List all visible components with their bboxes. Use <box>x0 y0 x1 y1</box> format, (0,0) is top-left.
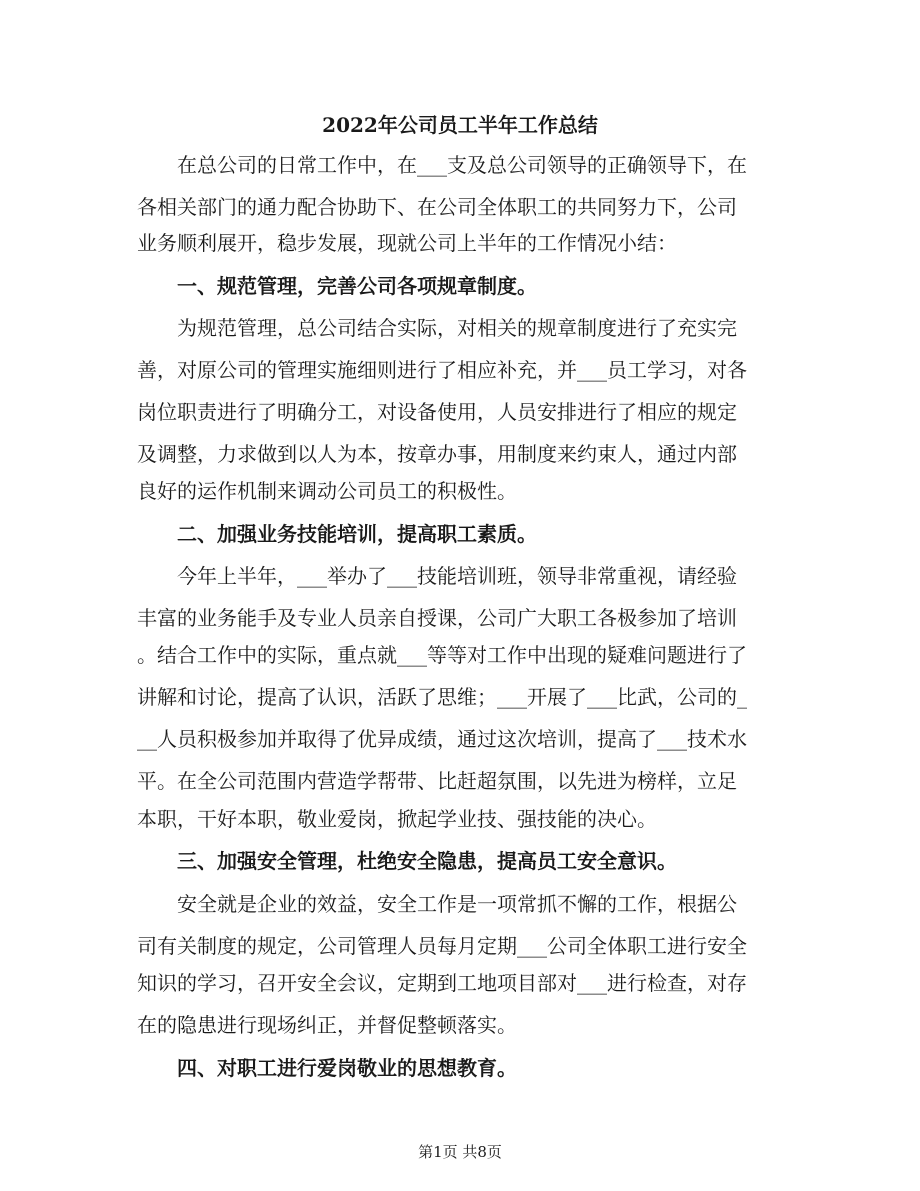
text-line: 在总公司的日常工作中，在___支及总公司领导的正确领导下，在 <box>177 153 747 177</box>
text-line: 岗位职责进行了明确分工，对设备使用，人员安排进行了相应的规定 <box>137 400 737 424</box>
text-line: __人员积极参加并取得了优异成绩，通过这次培训，提高了___技术水 <box>137 727 747 751</box>
page-number: 第1页 共8页 <box>418 1143 502 1161</box>
text-line: 业务顺利展开，稳步发展，现就公司上半年的工作情况小结： <box>137 231 677 255</box>
text-line: 讲解和讨论，提高了认识，活跃了思维；___开展了___比武，公司的_ <box>137 685 747 709</box>
section-heading: 二、加强业务技能培训，提高职工素质。 <box>177 522 537 546</box>
section-heading: 三、加强安全管理，杜绝安全隐患，提高员工安全意识。 <box>177 849 677 873</box>
text-line: 良好的运作机制来调动公司员工的积极性。 <box>137 479 517 503</box>
section-heading: 四、对职工进行爱岗敬业的思想教育。 <box>177 1056 517 1080</box>
text-line: 知识的学习，召开安全会议，定期到工地项目部对___进行检查，对存 <box>137 971 747 995</box>
text-line: 今年上半年，___举办了___技能培训班，领导非常重视，请经验 <box>177 564 737 588</box>
document-title: 2022年公司员工半年工作总结 <box>322 113 598 137</box>
text-line: 为规范管理，总公司结合实际，对相关的规章制度进行了充实完 <box>177 316 737 340</box>
text-line: 及调整，力求做到以人为本，按章办事，用制度来约束人，通过内部 <box>137 442 737 466</box>
text-line: 。结合工作中的实际，重点就___等等对工作中出现的疑难问题进行了 <box>137 643 747 667</box>
text-line: 丰富的业务能手及专业人员亲自授课，公司广大职工各极参加了培训 <box>137 606 737 630</box>
section-heading: 一、规范管理，完善公司各项规章制度。 <box>177 274 537 298</box>
text-line: 平。在全公司范围内营造学帮带、比赶超氛围，以先进为榜样，立足 <box>137 769 737 793</box>
text-line: 在的隐患进行现场纠正，并督促整顿落实。 <box>137 1013 517 1037</box>
text-line: 司有关制度的规定，公司管理人员每月定期___公司全体职工进行安全 <box>137 934 747 958</box>
text-line: 安全就是企业的效益，安全工作是一项常抓不懈的工作，根据公 <box>177 892 737 916</box>
text-line: 各相关部门的通力配合协助下、在公司全体职工的共同努力下，公司 <box>137 195 737 219</box>
text-line: 本职，干好本职，敬业爱岗，掀起学业技、强技能的决心。 <box>137 807 657 831</box>
text-line: 善，对原公司的管理实施细则进行了相应补充，并___员工学习，对各 <box>137 358 747 382</box>
